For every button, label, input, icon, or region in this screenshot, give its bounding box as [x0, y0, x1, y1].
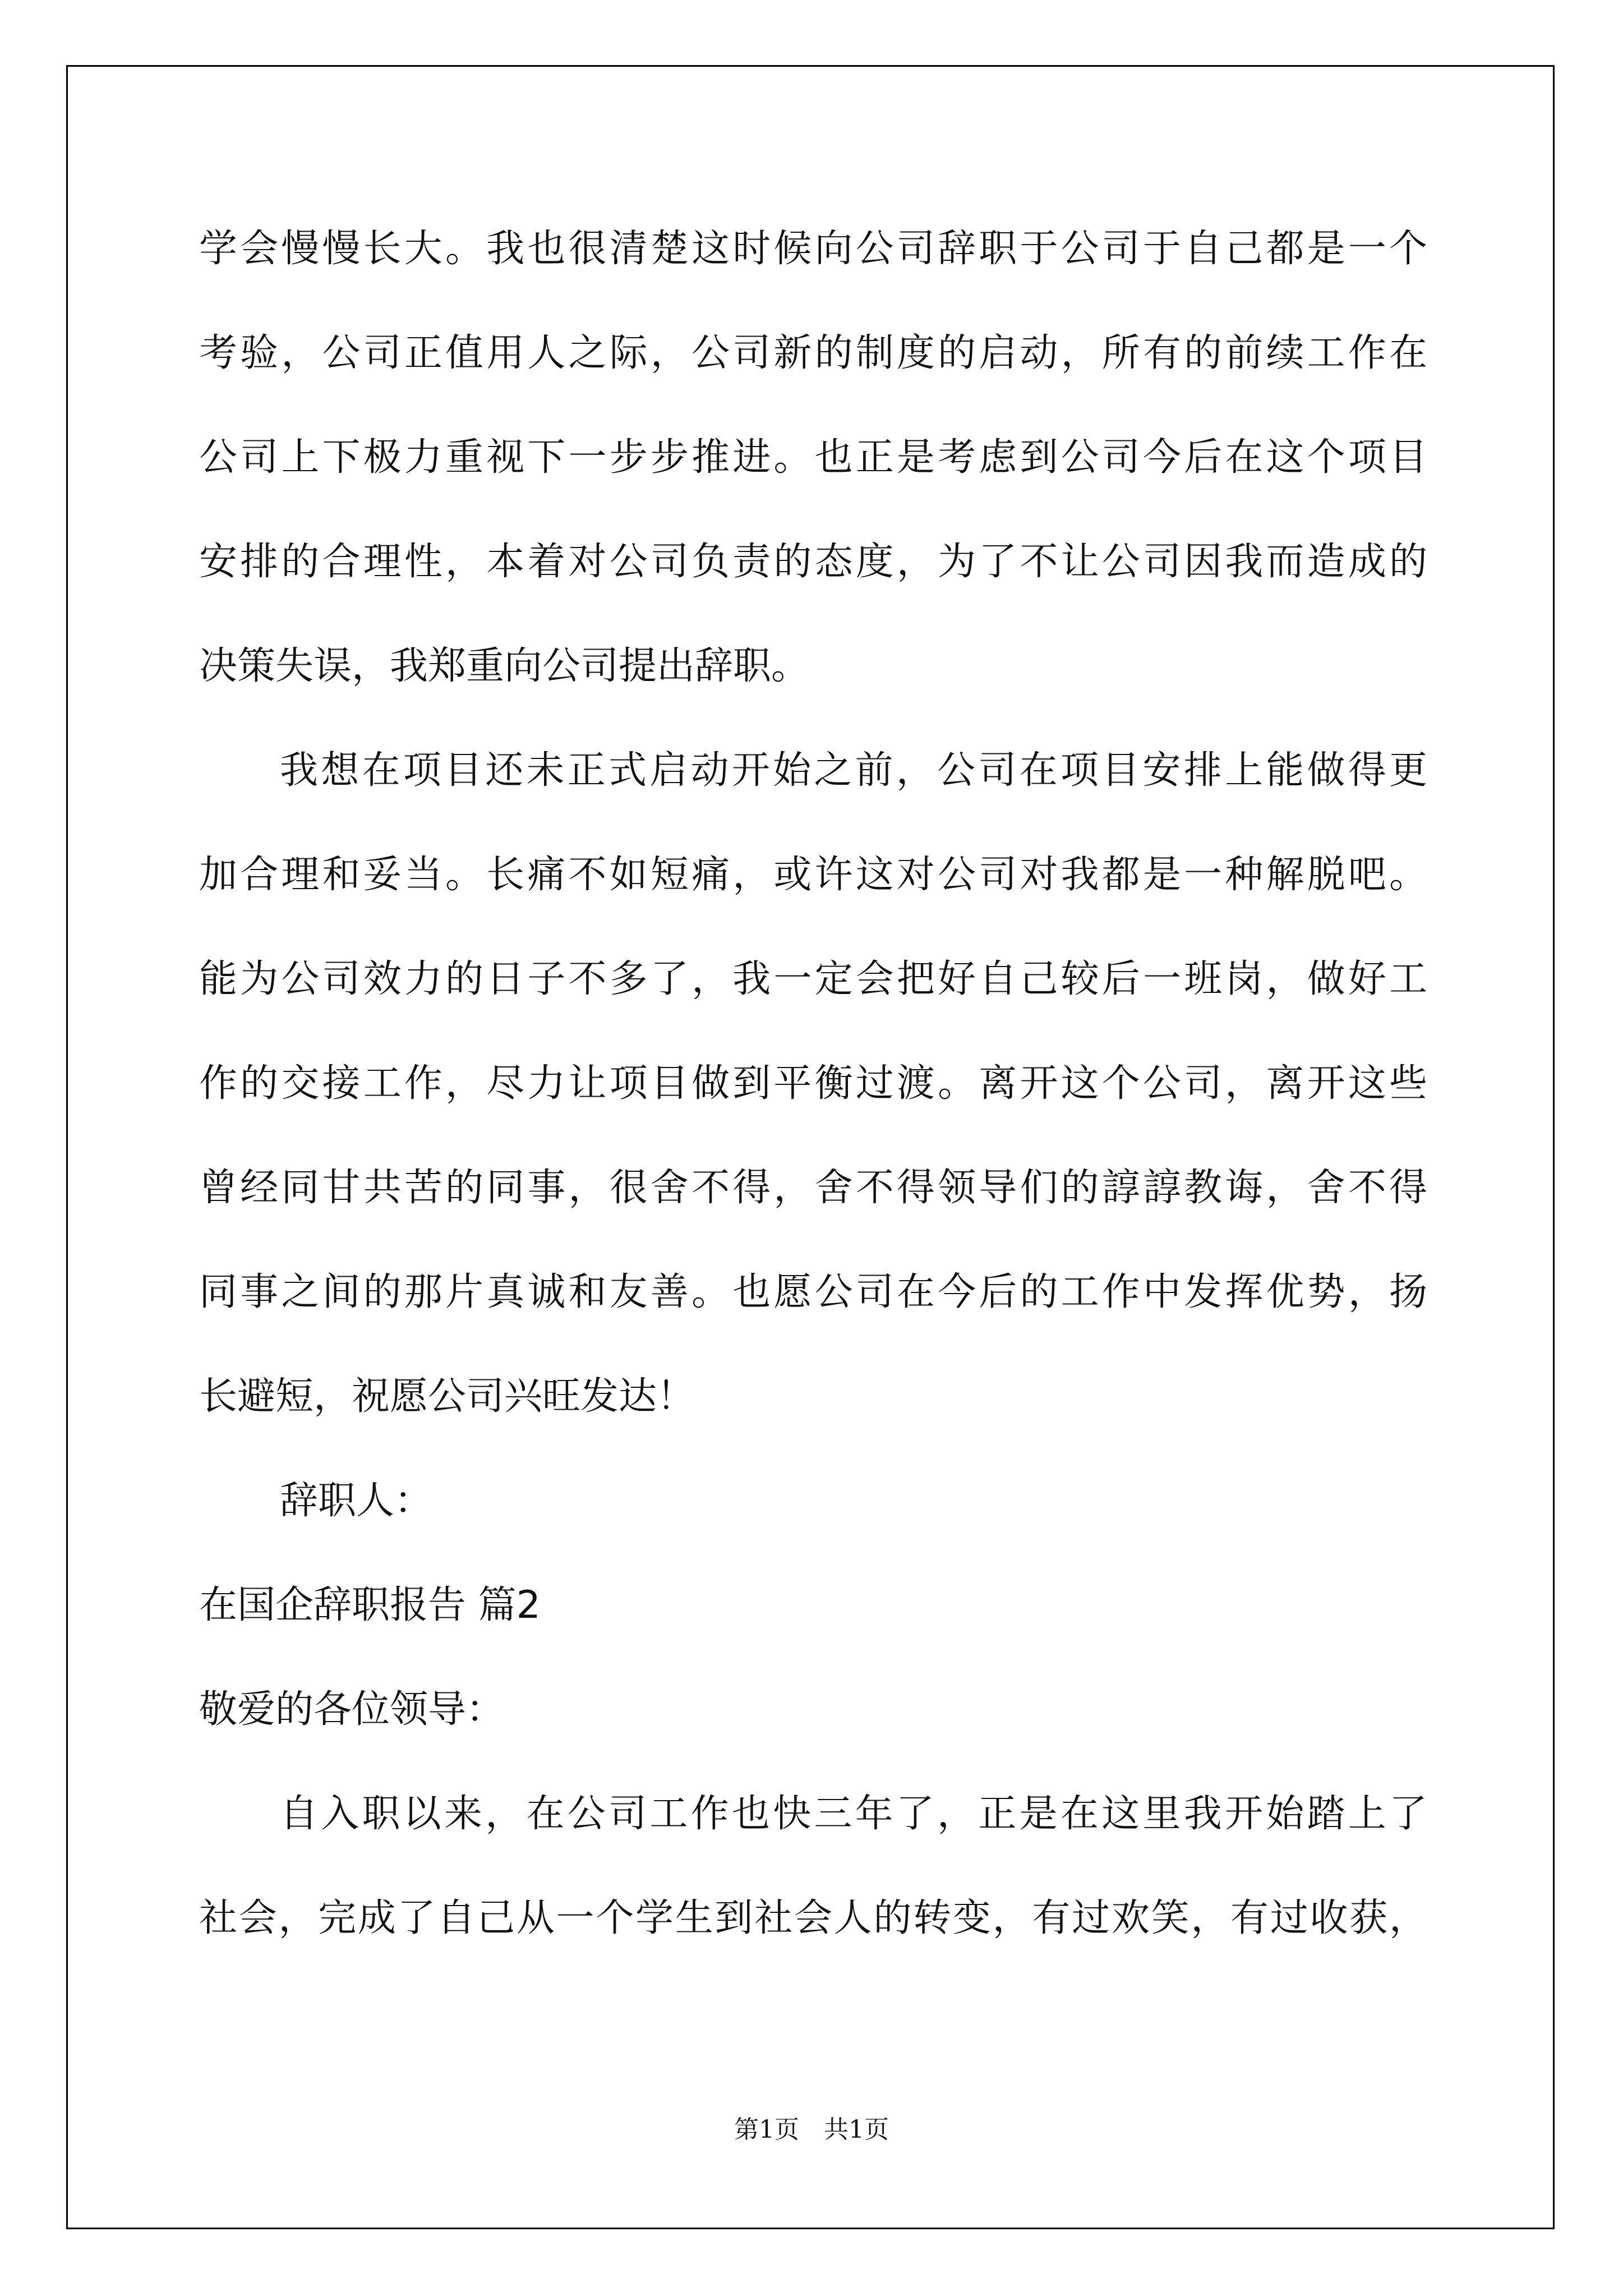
text-line: 决策失误，我郑重向公司提出辞职。	[199, 644, 810, 688]
text-line: 社会，完成了自己从一个学生到社会人的转变，有过欢笑，有过收获，	[199, 1896, 1427, 1940]
text-line: 同事之间的那片真诚和友善。也愿公司在今后的工作中发挥优势，扬	[199, 1270, 1427, 1314]
salutation: 敬爱的各位领导：	[199, 1687, 505, 1732]
text-line: 辞职人：	[280, 1479, 433, 1523]
section-heading: 在国企辞职报告 篇2	[199, 1583, 541, 1627]
text-line: 学会慢慢长大。我也很清楚这时候向公司辞职于公司于自己都是一个	[199, 227, 1427, 271]
page-footer: 第1页 共1页	[734, 2115, 889, 2144]
text-line: 考验，公司正值用人之际，公司新的制度的启动，所有的前续工作在	[199, 331, 1427, 375]
text-line: 加合理和妥当。长痛不如短痛，或许这对公司对我都是一种解脱吧。	[199, 853, 1427, 897]
text-line: 自入职以来，在公司工作也快三年了，正是在这里我开始踏上了	[280, 1792, 1427, 1836]
text-line: 曾经同甘共苦的同事，很舍不得，舍不得领导们的諄諄教诲，舍不得	[199, 1166, 1427, 1210]
text-line: 作的交接工作，尽力让项目做到平衡过渡。离开这个公司，离开这些	[199, 1061, 1427, 1106]
text-line: 我想在项目还未正式启动开始之前，公司在项目安排上能做得更	[280, 748, 1427, 793]
text-line: 公司上下极力重视下一步步推进。也正是考虑到公司今后在这个项目	[199, 435, 1427, 480]
text-line: 安排的合理性，本着对公司负责的态度，为了不让公司因我而造成的	[199, 540, 1427, 584]
text-line: 能为公司效力的日子不多了，我一定会把好自己较后一班岗，做好工	[199, 957, 1427, 1001]
text-line: 长避短，祝愿公司兴旺发达！	[199, 1374, 695, 1419]
